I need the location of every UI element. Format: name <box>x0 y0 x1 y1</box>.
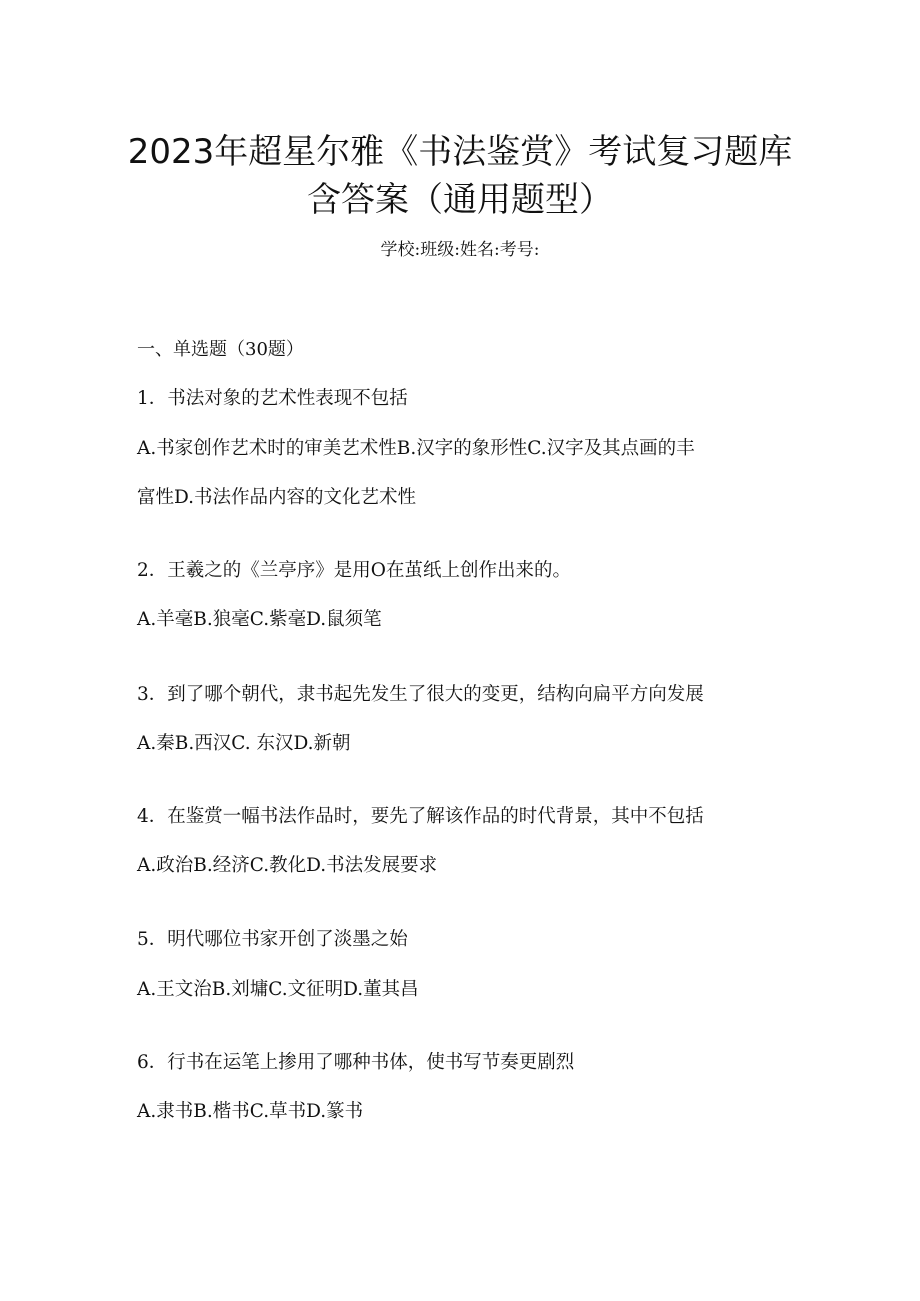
document-title <box>0 128 920 224</box>
question-1-options-line-1: A.书家创作艺术时的审美艺术性B.汉字的象形性C.汉字及其点画的丰 <box>137 438 695 459</box>
title-line-2: 含答案（通用题型） <box>307 180 613 220</box>
question-5-options: A.王文治B.刘墉C.文征明D.董其昌 <box>137 979 419 1000</box>
question-3-options: A.秦B.西汉C. 东汉D.新朝 <box>137 733 351 754</box>
question-1-stem: 1．书法对象的艺术性表现不包括 <box>137 388 408 409</box>
question-4-stem: 4．在鉴赏一幅书法作品时，要先了解该作品的时代背景，其中不包括 <box>137 806 704 827</box>
question-6-stem: 6．行书在运笔上掺用了哪种书体，使书写节奏更剧烈 <box>137 1052 575 1073</box>
section-heading: 一、单选题（30题） <box>137 339 304 360</box>
question-1-options-line-2: 富性D.书法作品内容的文化艺术性 <box>137 487 417 508</box>
question-2-stem: 2．王羲之的《兰亭序》是用O在茧纸上创作出来的。 <box>137 560 571 581</box>
question-5-stem: 5．明代哪位书家开创了淡墨之始 <box>137 929 408 950</box>
student-info-line: 学校:班级:姓名:考号: <box>380 240 540 260</box>
question-6-options: A.隶书B.楷书C.草书D.篆书 <box>137 1101 364 1122</box>
question-4-options: A.政治B.经济C.教化D.书法发展要求 <box>137 855 438 876</box>
question-3-stem: 3．到了哪个朝代，隶书起先发生了很大的变更，结构向扁平方向发展 <box>137 684 704 705</box>
title-line-1: 2023年超星尔雅《书法鉴赏》考试复习题库 <box>127 132 793 172</box>
question-2-options: A.羊毫B.狼毫C.紫毫D.鼠须笔 <box>137 609 382 630</box>
